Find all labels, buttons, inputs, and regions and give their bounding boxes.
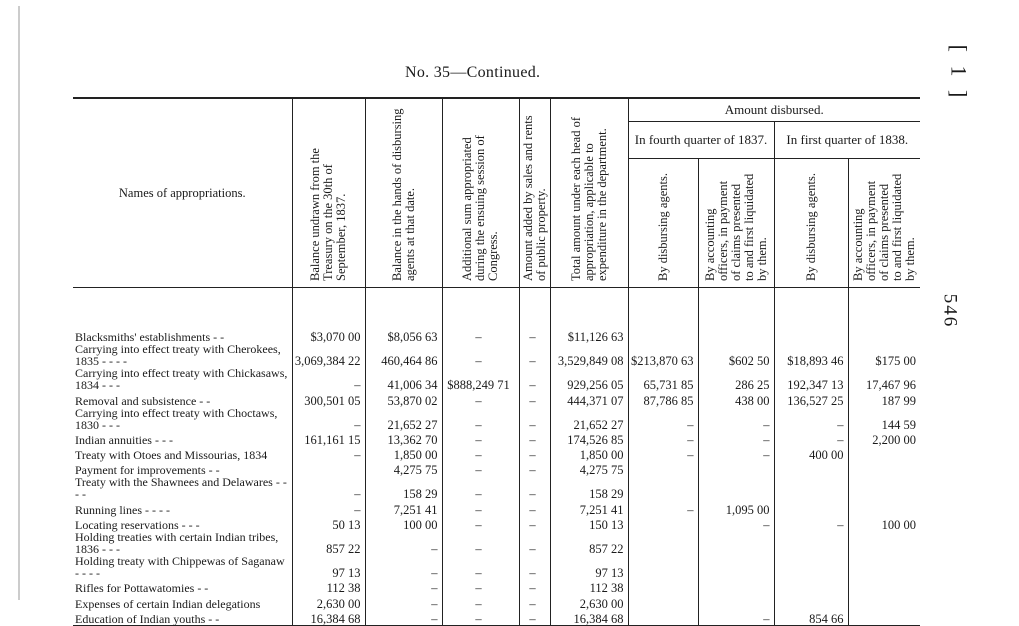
cell-c5: 3,529,849 08 — [550, 343, 628, 367]
header-q4-disbursing-agents: By disbursing agents. — [628, 159, 698, 288]
cell-c3: – — [442, 555, 519, 579]
cell-c1: $3,070 00 — [292, 328, 365, 343]
cell-c8: – — [774, 431, 848, 446]
cell-c3: – — [442, 500, 519, 515]
cell-c4: – — [519, 531, 550, 555]
page-number: 546 — [939, 293, 961, 329]
table-row — [73, 555, 920, 579]
cell-c1: – — [292, 407, 365, 431]
appropriation-name: Education of Indian youths - - — [73, 610, 292, 626]
appropriation-name: Carrying into effect treaty with Choctaws, 1830 - - - — [75, 405, 278, 432]
cell-c7 — [698, 594, 774, 609]
table-row — [73, 367, 920, 391]
cell-c2: 7,251 41 — [365, 500, 442, 515]
cell-c4: – — [519, 610, 550, 626]
cell-c6 — [628, 328, 698, 343]
cell-c7: – — [698, 407, 774, 431]
cell-c1: 857 22 — [292, 531, 365, 555]
header-fourth-quarter-1837: In fourth quarter of 1837. — [628, 122, 774, 159]
cell-c1: – — [292, 500, 365, 515]
cell-c5: 1,850 00 — [550, 446, 628, 461]
cell-c4: – — [519, 328, 550, 343]
cell-c4: – — [519, 431, 550, 446]
cell-c9 — [848, 500, 920, 515]
cell-c3: – — [442, 476, 519, 500]
cell-c2: 1,850 00 — [365, 446, 442, 461]
cell-c3: – — [442, 328, 519, 343]
cell-c9: 17,467 96 — [848, 367, 920, 391]
header-first-quarter-1838: In first quarter of 1838. — [774, 122, 920, 159]
cell-c9 — [848, 461, 920, 476]
cell-c4: – — [519, 461, 550, 476]
cell-c5: 150 13 — [550, 516, 628, 531]
cell-c5: 174,526 85 — [550, 431, 628, 446]
cell-c3: – — [442, 516, 519, 531]
cell-c3: – — [442, 531, 519, 555]
cell-c2: 13,362 70 — [365, 431, 442, 446]
cell-c6 — [628, 461, 698, 476]
table-row — [73, 328, 920, 343]
cell-c4: – — [519, 446, 550, 461]
cell-c8 — [774, 555, 848, 579]
cell-c8 — [774, 579, 848, 594]
cell-c5: $11,126 63 — [550, 328, 628, 343]
cell-c3: – — [442, 610, 519, 626]
cell-c9: 187 99 — [848, 391, 920, 406]
cell-c5: 2,630 00 — [550, 594, 628, 609]
appropriation-name: Running lines - - - - — [75, 502, 170, 517]
header-q1-disbursing-agents: By disbursing agents. — [774, 159, 848, 288]
cell-c9 — [848, 531, 920, 555]
appropriation-name: Holding treaty with Chippewas of Saganaw - - - - — [75, 554, 285, 581]
header-amount-disbursed: Amount disbursed. — [628, 98, 920, 122]
cell-c9: 100 00 — [848, 516, 920, 531]
cell-c7 — [698, 555, 774, 579]
appropriation-name: Rifles for Pottawatomies - - — [75, 581, 209, 596]
cell-c7 — [698, 579, 774, 594]
cell-c6 — [628, 610, 698, 626]
cell-c3: – — [442, 343, 519, 367]
cell-c3: $888,249 71 — [442, 367, 519, 391]
cell-c8 — [774, 476, 848, 500]
appropriation-name: Locating reservations - - - — [75, 518, 200, 533]
appropriation-name: Treaty with the Shawnees and Delawares - - - - — [75, 475, 287, 502]
cell-c2: 158 29 — [365, 476, 442, 500]
cell-c5: 16,384 68 — [550, 610, 628, 626]
table-row — [73, 446, 920, 461]
cell-c4: – — [519, 555, 550, 579]
cell-c4: – — [519, 594, 550, 609]
cell-c9 — [848, 555, 920, 579]
cell-c5: 158 29 — [550, 476, 628, 500]
cell-c8 — [774, 531, 848, 555]
appropriation-name: Carrying into effect treaty with Chickasaws, 1834 - - - — [75, 366, 288, 393]
cell-c8: 192,347 13 — [774, 367, 848, 391]
cell-c8: 400 00 — [774, 446, 848, 461]
cell-c3: – — [442, 446, 519, 461]
cell-c7: 1,095 00 — [698, 500, 774, 515]
cell-c7 — [698, 531, 774, 555]
table-row — [73, 579, 920, 594]
cell-c1: 50 13 — [292, 516, 365, 531]
cell-c5: 444,371 07 — [550, 391, 628, 406]
cell-c3: – — [442, 391, 519, 406]
cell-c1: 161,161 15 — [292, 431, 365, 446]
header-balance-undrawn: Balance undrawn from the Treasury on the 30th of September, 1837. — [292, 98, 365, 288]
cell-c4: – — [519, 367, 550, 391]
table-row — [73, 516, 920, 531]
cell-c9 — [848, 476, 920, 500]
page-title: No. 35—Continued. — [405, 64, 541, 81]
cell-c9 — [848, 594, 920, 609]
cell-c6: – — [628, 446, 698, 461]
cell-c8: 136,527 25 — [774, 391, 848, 406]
cell-c6: 65,731 85 — [628, 367, 698, 391]
table-row — [73, 391, 920, 406]
cell-c2: 21,652 27 — [365, 407, 442, 431]
header-total-amount: Total amount under each head of appropriation, applicable to expenditure in the department. — [550, 98, 628, 288]
cell-c6: – — [628, 500, 698, 515]
cell-c2: 460,464 86 — [365, 343, 442, 367]
cell-c1: – — [292, 476, 365, 500]
cell-c1: 3,069,384 22 — [292, 343, 365, 367]
cell-c1: 16,384 68 — [292, 610, 365, 626]
cell-c6 — [628, 516, 698, 531]
appropriation-name: Payment for improvements - - — [75, 463, 220, 478]
cell-c3: – — [442, 461, 519, 476]
cell-c2: 4,275 75 — [365, 461, 442, 476]
table-row — [73, 594, 920, 609]
cell-c6 — [628, 476, 698, 500]
cell-c2: 100 00 — [365, 516, 442, 531]
cell-c2: – — [365, 555, 442, 579]
cell-c3: – — [442, 407, 519, 431]
cell-c5: 929,256 05 — [550, 367, 628, 391]
side-bracket: [ 1 ] — [946, 44, 972, 102]
cell-c7 — [698, 328, 774, 343]
header-amount-added: Amount added by sales and rents of public property. — [519, 98, 550, 288]
cell-c5: 7,251 41 — [550, 500, 628, 515]
cell-c1: – — [292, 446, 365, 461]
appropriation-name: Expenses of certain Indian delegations — [75, 596, 261, 611]
cell-c1: 2,630 00 — [292, 594, 365, 609]
cell-c1 — [292, 461, 365, 476]
cell-c1: 300,501 05 — [292, 391, 365, 406]
cell-c4: – — [519, 579, 550, 594]
table-row — [73, 531, 920, 555]
cell-c2: – — [365, 531, 442, 555]
cell-c1: – — [292, 367, 365, 391]
cell-c6: – — [628, 431, 698, 446]
header-q4-accounting-officers: By accounting officers, in payment of claims presented to and first liquidated by them. — [698, 159, 774, 288]
header-names: Names of appropriations. — [73, 98, 292, 288]
appropriation-name: Indian annuities - - - — [75, 432, 173, 447]
header-additional-sum: Additional sum appropriated during the ensuing session of Congress. — [442, 98, 519, 288]
cell-c7: $602 50 — [698, 343, 774, 367]
cell-c4: – — [519, 391, 550, 406]
header-balance-agents: Balance in the hands of disbursing agents at that date. — [365, 98, 442, 288]
table-row — [73, 461, 920, 476]
cell-c7: 438 00 — [698, 391, 774, 406]
cell-c6 — [628, 579, 698, 594]
table-row — [73, 407, 920, 431]
cell-c2: – — [365, 594, 442, 609]
cell-c9: 2,200 00 — [848, 431, 920, 446]
cell-c5: 97 13 — [550, 555, 628, 579]
appropriation-name: Holding treaties with certain Indian tribes, 1836 - - - — [75, 530, 279, 557]
table-row — [73, 476, 920, 500]
cell-c8 — [774, 500, 848, 515]
cell-c9: 144 59 — [848, 407, 920, 431]
cell-c8 — [774, 594, 848, 609]
cell-c4: – — [519, 407, 550, 431]
cell-c9 — [848, 328, 920, 343]
cell-c4: – — [519, 476, 550, 500]
cell-c5: 857 22 — [550, 531, 628, 555]
cell-c7: – — [698, 610, 774, 626]
cell-c6 — [628, 555, 698, 579]
cell-c6 — [628, 531, 698, 555]
appropriation-name: Blacksmiths' establishments - - — [75, 330, 225, 345]
table-row — [73, 431, 920, 446]
table-row — [73, 343, 920, 367]
cell-c9 — [848, 446, 920, 461]
cell-c7: – — [698, 516, 774, 531]
table-row — [73, 610, 920, 626]
cell-c3: – — [442, 594, 519, 609]
cell-c2: 41,006 34 — [365, 367, 442, 391]
cell-c8: 854 66 — [774, 610, 848, 626]
cell-c4: – — [519, 500, 550, 515]
cell-c8: – — [774, 516, 848, 531]
cell-c6: 87,786 85 — [628, 391, 698, 406]
header-q1-accounting-officers: By accounting officers, in payment of claims presented to and first liquidated by them. — [848, 159, 920, 288]
appropriation-name: Carrying into effect treaty with Cherokees, 1835 - - - - — [75, 342, 281, 369]
cell-c7: 286 25 — [698, 367, 774, 391]
cell-c9: $175 00 — [848, 343, 920, 367]
cell-c3: – — [442, 431, 519, 446]
cell-c8 — [774, 328, 848, 343]
cell-c6: – — [628, 407, 698, 431]
cell-c7: – — [698, 446, 774, 461]
cell-c8: – — [774, 407, 848, 431]
cell-c6 — [628, 594, 698, 609]
cell-c7: – — [698, 431, 774, 446]
cell-c3: – — [442, 579, 519, 594]
cell-c2: – — [365, 579, 442, 594]
cell-c5: 4,275 75 — [550, 461, 628, 476]
cell-c9 — [848, 579, 920, 594]
cell-c8: $18,893 46 — [774, 343, 848, 367]
table-row — [73, 500, 920, 515]
cell-c4: – — [519, 343, 550, 367]
cell-c6: $213,870 63 — [628, 343, 698, 367]
cell-c2: 53,870 02 — [365, 391, 442, 406]
cell-c7 — [698, 476, 774, 500]
cell-c2: – — [365, 610, 442, 626]
cell-c4: – — [519, 516, 550, 531]
appropriation-name: Removal and subsistence - - — [75, 393, 211, 408]
appropriations-table — [73, 97, 920, 626]
cell-c8 — [774, 461, 848, 476]
cell-c1: 112 38 — [292, 579, 365, 594]
cell-c5: 112 38 — [550, 579, 628, 594]
appropriation-name: Treaty with Otoes and Missourias, 1834 — [75, 448, 268, 463]
cell-c9 — [848, 610, 920, 626]
cell-c5: 21,652 27 — [550, 407, 628, 431]
cell-c1: 97 13 — [292, 555, 365, 579]
cell-c2: $8,056 63 — [365, 328, 442, 343]
cell-c7 — [698, 461, 774, 476]
